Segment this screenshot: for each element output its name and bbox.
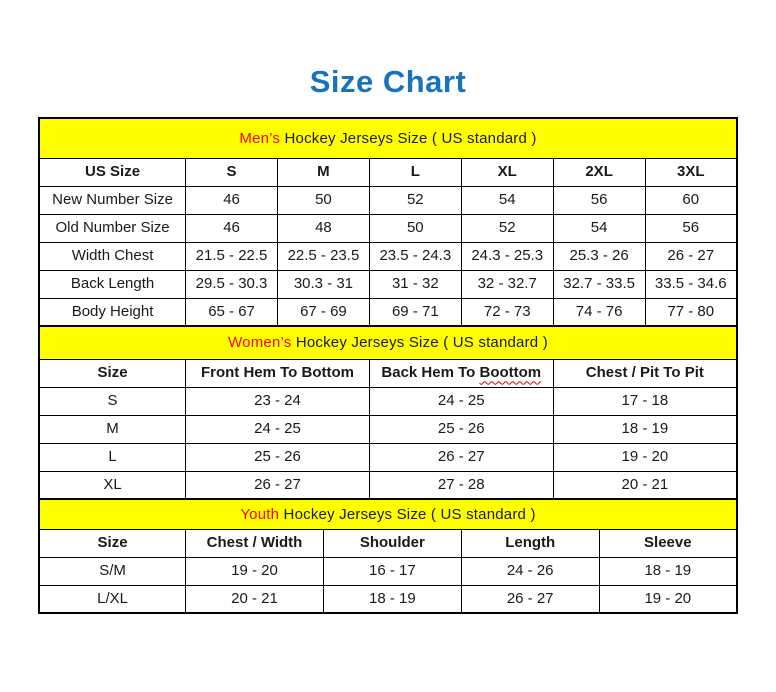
womens-section-band-row xyxy=(39,326,737,359)
mens-row-2-cell-2: 22.5 - 23.5 xyxy=(277,242,369,270)
mens-row-0-cell-2: 50 xyxy=(277,186,369,214)
womens-row-3-cell-2: 27 - 28 xyxy=(369,471,553,499)
mens-section-title xyxy=(39,118,737,158)
youth-column-header-2: Shoulder xyxy=(323,529,461,557)
womens-row-2 xyxy=(39,443,737,471)
womens-row-3-cell-3: 20 - 21 xyxy=(553,471,737,499)
womens-row-2-label: L xyxy=(39,443,186,471)
womens-header-row xyxy=(39,359,737,387)
youth-section-band-row xyxy=(39,499,737,529)
mens-row-1-cell-2: 48 xyxy=(277,214,369,242)
youth-column-header-0: Size xyxy=(39,529,186,557)
youth-row-1 xyxy=(39,585,737,613)
mens-row-3-cell-3: 31 - 32 xyxy=(369,270,461,298)
mens-column-header-1: S xyxy=(186,158,278,186)
youth-row-1-cell-4: 19 - 20 xyxy=(599,585,737,613)
womens-row-0-cell-3: 17 - 18 xyxy=(553,387,737,415)
womens-column-header-2-misspelled-word: Boottom xyxy=(479,364,542,382)
mens-row-2-cell-4: 24.3 - 25.3 xyxy=(461,242,553,270)
mens-row-2-cell-1: 21.5 - 22.5 xyxy=(186,242,278,270)
womens-column-header-1: Front Hem To Bottom xyxy=(186,359,370,387)
mens-row-4-cell-6: 77 - 80 xyxy=(645,298,737,326)
mens-row-0-cell-1: 46 xyxy=(186,186,278,214)
size-tables xyxy=(38,117,738,614)
mens-row-3-label: Back Length xyxy=(39,270,186,298)
youth-row-0-cell-2: 16 - 17 xyxy=(323,557,461,585)
mens-row-3-cell-6: 33.5 - 34.6 xyxy=(645,270,737,298)
womens-row-0-cell-2: 24 - 25 xyxy=(369,387,553,415)
mens-section-band-row xyxy=(39,118,737,158)
womens-row-2-cell-2: 26 - 27 xyxy=(369,443,553,471)
youth-row-1-cell-3: 26 - 27 xyxy=(461,585,599,613)
mens-row-3 xyxy=(39,270,737,298)
youth-row-0-label: S/M xyxy=(39,557,186,585)
mens-row-2 xyxy=(39,242,737,270)
mens-row-3-cell-4: 32 - 32.7 xyxy=(461,270,553,298)
mens-row-0-cell-4: 54 xyxy=(461,186,553,214)
youth-size-table xyxy=(38,498,738,614)
mens-row-1-cell-3: 50 xyxy=(369,214,461,242)
youth-section-title xyxy=(39,499,737,529)
mens-row-0-cell-5: 56 xyxy=(553,186,645,214)
youth-header-row xyxy=(39,529,737,557)
mens-row-4-cell-5: 74 - 76 xyxy=(553,298,645,326)
mens-size-table xyxy=(38,117,738,327)
mens-row-4-cell-2: 67 - 69 xyxy=(277,298,369,326)
mens-row-2-cell-5: 25.3 - 26 xyxy=(553,242,645,270)
womens-row-0 xyxy=(39,387,737,415)
womens-column-header-3: Chest / Pit To Pit xyxy=(553,359,737,387)
mens-row-4-cell-3: 69 - 71 xyxy=(369,298,461,326)
mens-row-0-cell-3: 52 xyxy=(369,186,461,214)
youth-row-0 xyxy=(39,557,737,585)
mens-section-title-rest: Hockey Jerseys Size ( US standard ) xyxy=(280,129,537,147)
mens-column-header-5: 2XL xyxy=(553,158,645,186)
mens-row-1-cell-6: 56 xyxy=(645,214,737,242)
mens-row-4-cell-4: 72 - 73 xyxy=(461,298,553,326)
womens-row-3-label: XL xyxy=(39,471,186,499)
womens-row-0-cell-1: 23 - 24 xyxy=(186,387,370,415)
mens-column-header-6: 3XL xyxy=(645,158,737,186)
mens-header-row xyxy=(39,158,737,186)
mens-column-header-4: XL xyxy=(461,158,553,186)
womens-row-1 xyxy=(39,415,737,443)
mens-column-header-3: L xyxy=(369,158,461,186)
youth-section-title-highlight: Youth xyxy=(240,505,280,523)
womens-column-header-2 xyxy=(369,359,553,387)
womens-section-title-rest: Hockey Jerseys Size ( US standard ) xyxy=(291,334,548,352)
youth-column-header-3: Length xyxy=(461,529,599,557)
mens-row-2-cell-3: 23.5 - 24.3 xyxy=(369,242,461,270)
mens-column-header-0: US Size xyxy=(39,158,186,186)
page-title: Size Chart xyxy=(309,64,467,99)
youth-column-header-1: Chest / Width xyxy=(186,529,324,557)
mens-row-1 xyxy=(39,214,737,242)
youth-column-header-4: Sleeve xyxy=(599,529,737,557)
womens-row-1-cell-2: 25 - 26 xyxy=(369,415,553,443)
mens-row-4-label: Body Height xyxy=(39,298,186,326)
mens-section-title-highlight: Men’s xyxy=(239,129,281,147)
womens-size-table xyxy=(38,325,738,500)
mens-row-3-cell-5: 32.7 - 33.5 xyxy=(553,270,645,298)
youth-row-0-cell-3: 24 - 26 xyxy=(461,557,599,585)
mens-row-2-cell-6: 26 - 27 xyxy=(645,242,737,270)
mens-row-4 xyxy=(39,298,737,326)
womens-row-1-cell-1: 24 - 25 xyxy=(186,415,370,443)
youth-row-0-cell-4: 18 - 19 xyxy=(599,557,737,585)
youth-row-1-label: L/XL xyxy=(39,585,186,613)
mens-row-1-cell-4: 52 xyxy=(461,214,553,242)
womens-section-title-highlight: Women’s xyxy=(228,334,292,352)
youth-row-0-cell-1: 19 - 20 xyxy=(186,557,324,585)
mens-row-2-label: Width Chest xyxy=(39,242,186,270)
womens-section-title xyxy=(39,326,737,359)
womens-row-3-cell-1: 26 - 27 xyxy=(186,471,370,499)
womens-column-header-2-text: Back Hem To xyxy=(381,364,480,382)
youth-section-title-rest: Hockey Jerseys Size ( US standard ) xyxy=(279,505,536,523)
youth-row-1-cell-1: 20 - 21 xyxy=(186,585,324,613)
mens-row-3-cell-1: 29.5 - 30.3 xyxy=(186,270,278,298)
womens-row-2-cell-1: 25 - 26 xyxy=(186,443,370,471)
mens-row-3-cell-2: 30.3 - 31 xyxy=(277,270,369,298)
mens-row-0-cell-6: 60 xyxy=(645,186,737,214)
youth-row-1-cell-2: 18 - 19 xyxy=(323,585,461,613)
womens-row-1-cell-3: 18 - 19 xyxy=(553,415,737,443)
mens-row-1-cell-1: 46 xyxy=(186,214,278,242)
mens-column-header-2: M xyxy=(277,158,369,186)
womens-row-1-label: M xyxy=(39,415,186,443)
womens-column-header-0: Size xyxy=(39,359,186,387)
womens-row-2-cell-3: 19 - 20 xyxy=(553,443,737,471)
mens-row-1-cell-5: 54 xyxy=(553,214,645,242)
womens-row-3 xyxy=(39,471,737,499)
womens-row-0-label: S xyxy=(39,387,186,415)
mens-row-4-cell-1: 65 - 67 xyxy=(186,298,278,326)
mens-row-0 xyxy=(39,186,737,214)
mens-row-0-label: New Number Size xyxy=(39,186,186,214)
mens-row-1-label: Old Number Size xyxy=(39,214,186,242)
